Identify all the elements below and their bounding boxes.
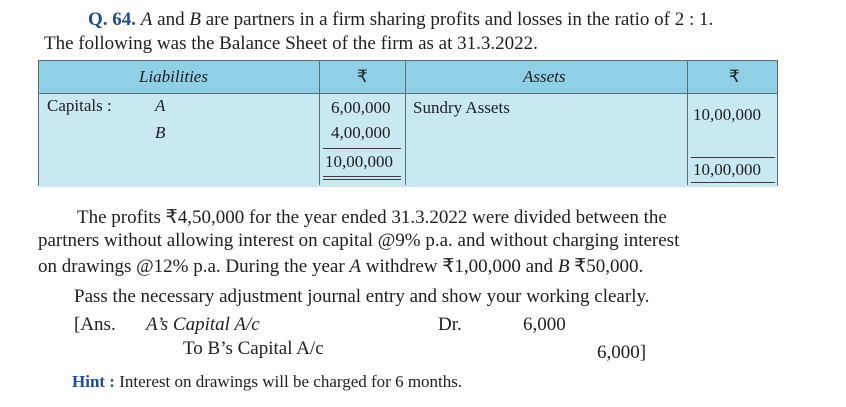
para-partner-b: B: [557, 256, 570, 277]
sundry-assets-label: Sundry Assets: [413, 98, 510, 117]
balance-sheet-table: [38, 60, 778, 186]
hint-label: Hint :: [72, 372, 115, 391]
sundry-assets-amount: 10,00,000: [693, 105, 761, 124]
liab-total: 10,00,000: [325, 152, 393, 171]
question-line-2: The following was the Balance Sheet of the firm as at 31.3.2022.: [44, 33, 538, 54]
header-divider: [39, 93, 777, 94]
para-line-2: partners without allowing interest on capital @9% p.a. and without charging interest: [38, 230, 680, 251]
para-partner-a: A: [349, 256, 362, 277]
answer-dr: Dr.: [438, 314, 462, 335]
liab-total-rule-bottom: [323, 176, 401, 177]
para-line-3-pre: on drawings @12% p.a. During the year: [38, 256, 345, 277]
capital-b-name: B: [155, 123, 166, 142]
answer-debit-account: A’s Capital A/c: [146, 314, 260, 335]
question-and: and: [157, 9, 185, 30]
col-divider-3: [687, 61, 688, 185]
liab-total-rule-double: [323, 179, 401, 180]
header-asset-rupee: ₹: [729, 67, 740, 86]
question-line-1: [88, 9, 713, 31]
capital-b-amount: 4,00,000: [331, 123, 391, 142]
answer-credit-amount: 6,000]: [597, 342, 647, 363]
partner-a-name: A: [140, 9, 153, 30]
capital-a-name: A: [155, 96, 166, 115]
header-liabilities: Liabilities: [139, 67, 208, 86]
para-line-3: [38, 255, 643, 278]
answer-label: [Ans.: [74, 314, 116, 335]
capitals-label: Capitals :: [47, 96, 112, 115]
hint: [72, 372, 462, 392]
question-number: Q. 64.: [88, 9, 137, 30]
para-line-3-end: ₹50,000.: [574, 256, 644, 277]
col-divider-2: [405, 61, 406, 185]
asset-total-rule-bottom: [691, 182, 775, 183]
answer-credit-account: To B’s Capital A/c: [183, 338, 324, 359]
asset-total: 10,00,000: [693, 160, 761, 179]
col-divider-1: [319, 61, 320, 185]
answer-debit-amount: 6,000: [523, 314, 566, 335]
para-line-1: The profits ₹4,50,000 for the year ended 31.3.2022 were divided between the: [77, 207, 667, 228]
hint-text: Interest on drawings will be charged for 6 months.: [119, 372, 463, 391]
header-assets: Assets: [523, 67, 566, 86]
capital-a-amount: 6,00,000: [331, 98, 391, 117]
asset-total-rule-top: [691, 157, 775, 158]
para-line-3-mid: withdrew ₹1,00,000 and: [365, 256, 554, 277]
header-liab-rupee: ₹: [357, 67, 368, 86]
para-line-4: Pass the necessary adjustment journal entry and show your working clearly.: [74, 286, 650, 307]
table-body: [39, 93, 777, 187]
partner-b-name: B: [189, 9, 201, 30]
question-rest: are partners in a firm sharing profits and losses in the ratio of 2 : 1.: [205, 9, 714, 30]
liab-total-rule-top: [323, 148, 401, 149]
